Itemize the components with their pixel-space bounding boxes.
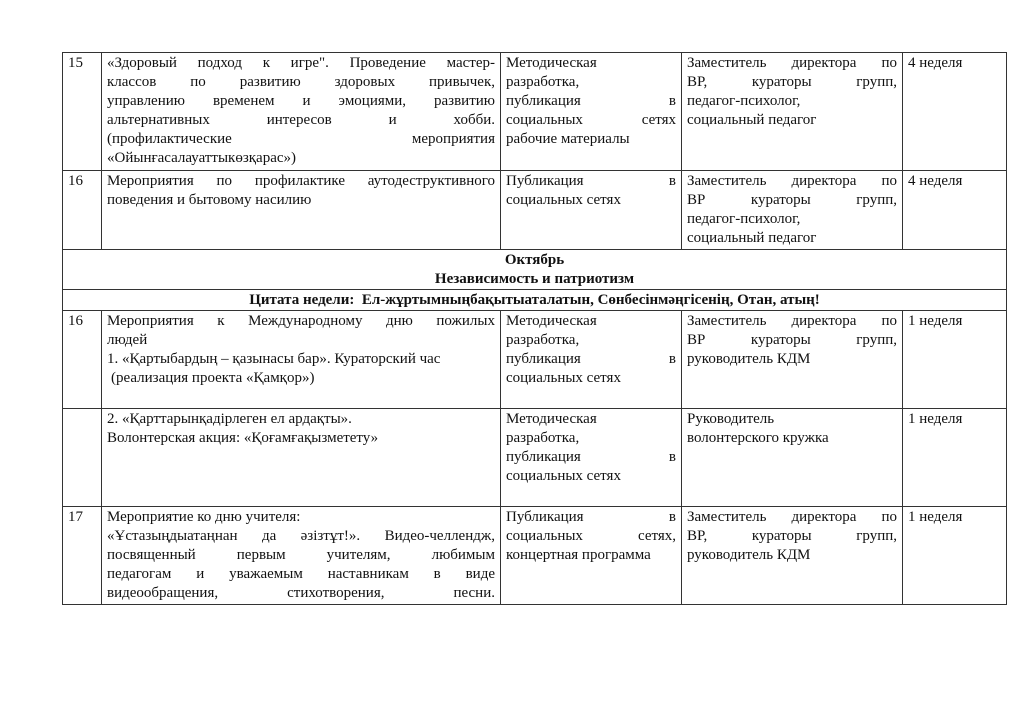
quote-label: Цитата недели: xyxy=(249,292,355,308)
row-number: 16 xyxy=(63,171,102,250)
responsible-line: волонтерского кружка xyxy=(687,430,829,446)
form-line: разработка, xyxy=(506,430,580,446)
event-line: (реализация проекта «Қамқор») xyxy=(111,370,315,386)
responsible xyxy=(682,171,903,250)
event-form xyxy=(501,53,682,171)
event-line: людей xyxy=(107,332,148,348)
responsible-line: ВР, кураторы групп, xyxy=(687,528,897,544)
form-line: социальных сетях xyxy=(506,468,621,484)
quote-text: Ел-жұртымныңбақытыаталатын, Сөнбесінмәңгісенің, Отан, атың! xyxy=(361,292,820,308)
event-line: Мероприятия по профилактике аутодеструктивного xyxy=(107,173,495,189)
form-line: Публикация в xyxy=(506,173,676,189)
responsible-line: ВР кураторы групп, xyxy=(687,332,897,348)
event-line: альтернативных интересов и хобби. xyxy=(107,112,495,128)
event-description xyxy=(102,409,501,507)
deadline: 1 неделя xyxy=(903,409,1007,507)
form-line: Методическая xyxy=(506,55,597,71)
event-form xyxy=(501,409,682,507)
responsible-line: социальный педагог xyxy=(687,230,817,246)
form-line: концертная программа xyxy=(506,547,651,563)
row-number: 17 xyxy=(63,507,102,605)
form-line: социальных сетях xyxy=(506,112,676,128)
event-line: управлению временем и эмоциями, развитию xyxy=(107,93,495,109)
section-header xyxy=(63,250,1007,290)
responsible xyxy=(682,409,903,507)
event-form xyxy=(501,311,682,409)
form-line: разработка, xyxy=(506,74,580,90)
event-line: «Здоровый подход к игре". Проведение мастер- xyxy=(107,55,495,71)
event-line: (профилактические мероприятия xyxy=(107,131,495,147)
form-line: социальных сетях xyxy=(506,192,621,208)
row-number: 16 xyxy=(63,311,102,409)
event-line: «Ұстазыңдыатаңнан да әзізтұт!». Видео-челлендж, xyxy=(107,528,495,544)
form-line: Методическая xyxy=(506,313,597,329)
quote-of-week xyxy=(63,290,1007,311)
event-line: классов по развитию здоровых привычек, xyxy=(107,74,495,90)
responsible-line: руководитель КДМ xyxy=(687,351,811,367)
row-number: 15 xyxy=(63,53,102,171)
event-form xyxy=(501,171,682,250)
responsible-line: ВР кураторы групп, xyxy=(687,192,897,208)
responsible-line: Руководитель xyxy=(687,411,775,427)
deadline: 1 неделя xyxy=(903,311,1007,409)
responsible xyxy=(682,311,903,409)
responsible-line: социальный педагог xyxy=(687,112,817,128)
form-line: публикация в xyxy=(506,351,676,367)
responsible-line: руководитель КДМ xyxy=(687,547,811,563)
responsible-line: Заместитель директора по xyxy=(687,173,897,189)
event-line: Мероприятия к Международному дню пожилых xyxy=(107,313,495,329)
event-line: «Ойынғасалауаттыкөзқарас») xyxy=(107,150,297,166)
table-row xyxy=(63,409,1007,507)
responsible-line: ВР, кураторы групп, xyxy=(687,74,897,90)
responsible-line: педагог-психолог, xyxy=(687,211,801,227)
responsible-line: педагог-психолог, xyxy=(687,93,801,109)
form-line: социальных сетях, xyxy=(506,528,676,544)
form-line: разработка, xyxy=(506,332,580,348)
deadline: 4 неделя xyxy=(903,53,1007,171)
event-line: посвященный первым учителям, любимым xyxy=(107,547,495,563)
section-month: Октябрь xyxy=(504,252,565,268)
table-row xyxy=(63,53,1007,171)
deadline: 1 неделя xyxy=(903,507,1007,605)
event-line: педагогам и уважаемым наставникам в виде xyxy=(107,566,495,582)
quote-row xyxy=(63,290,1007,311)
form-line: Методическая xyxy=(506,411,597,427)
form-line: публикация в xyxy=(506,449,676,465)
form-line: социальных сетях xyxy=(506,370,621,386)
event-line: Мероприятие ко дню учителя: xyxy=(107,509,301,525)
form-line: рабочие материалы xyxy=(506,131,630,147)
event-plan-table xyxy=(62,52,1007,605)
event-description xyxy=(102,507,501,605)
responsible-line: Заместитель директора по xyxy=(687,509,897,525)
table-row xyxy=(63,311,1007,409)
responsible xyxy=(682,507,903,605)
deadline: 4 неделя xyxy=(903,171,1007,250)
responsible xyxy=(682,53,903,171)
row-number xyxy=(63,409,102,507)
table-row xyxy=(63,171,1007,250)
event-line: видеообращения, стихотворения, песни. xyxy=(107,585,495,601)
form-line: Публикация в xyxy=(506,509,676,525)
event-description xyxy=(102,311,501,409)
event-description xyxy=(102,53,501,171)
event-line: 1. «Қартыбардың – қазынасы бар». Кураторский час xyxy=(107,351,441,367)
section-header-row xyxy=(63,250,1007,290)
event-description xyxy=(102,171,501,250)
table-row xyxy=(63,507,1007,605)
event-form xyxy=(501,507,682,605)
responsible-line: Заместитель директора по xyxy=(687,313,897,329)
event-line: поведения и бытовому насилию xyxy=(107,192,312,208)
section-theme: Независимость и патриотизм xyxy=(434,271,635,287)
form-line: публикация в xyxy=(506,93,676,109)
event-line: Волонтерская акция: «Қоғамғақызметету» xyxy=(107,430,379,446)
event-line: 2. «Қарттарынқадірлеген ел ардақты». xyxy=(107,411,352,427)
responsible-line: Заместитель директора по xyxy=(687,55,897,71)
